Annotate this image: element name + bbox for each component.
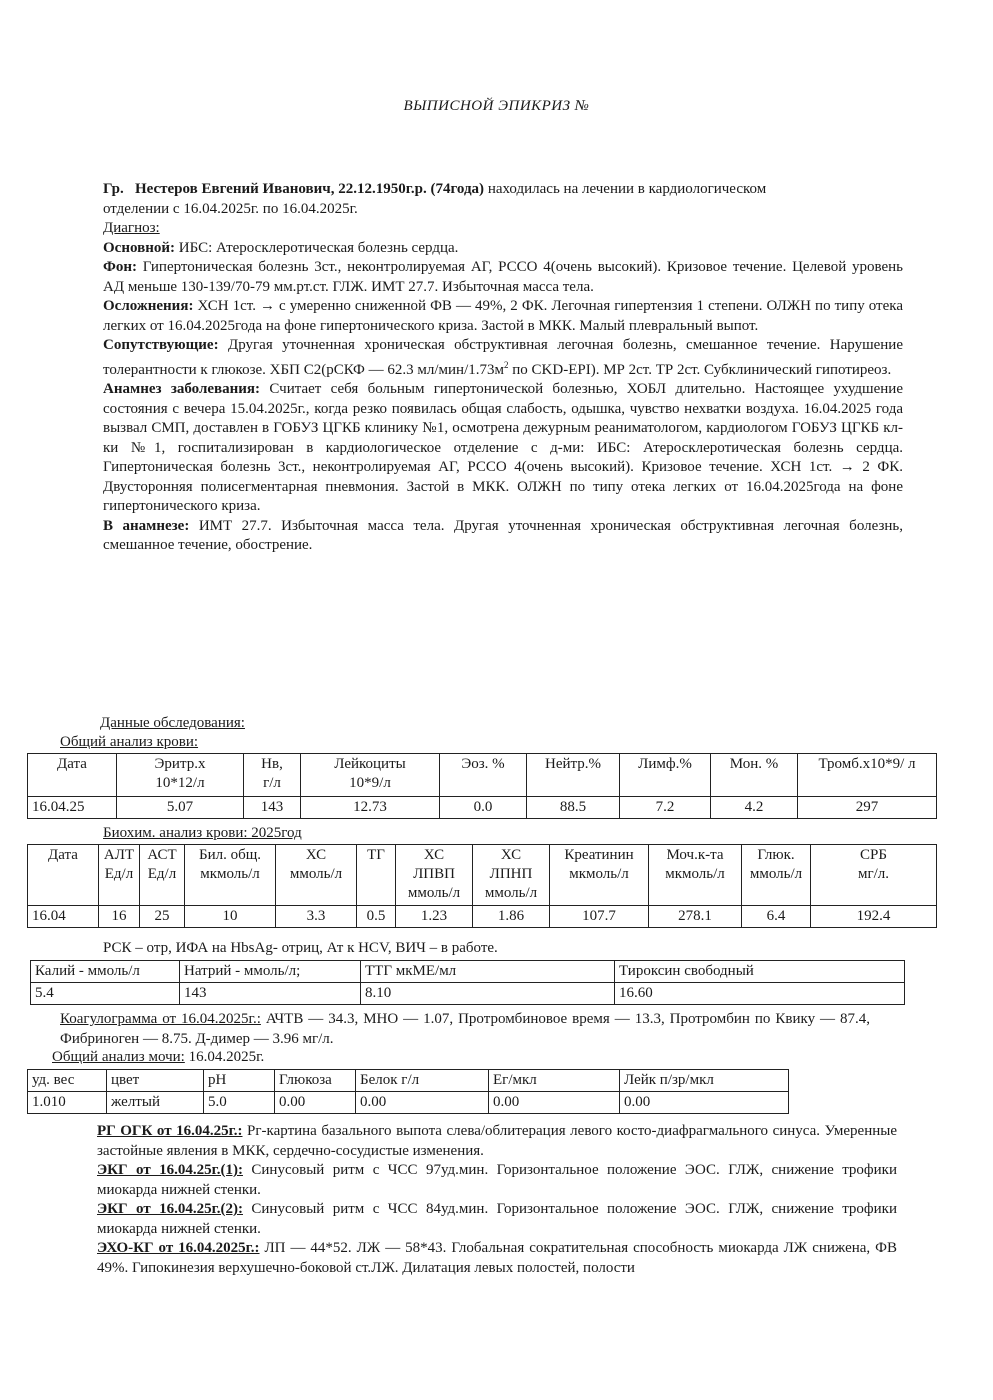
table-header: СРБ мг/л. bbox=[811, 845, 937, 906]
table-header: Моч.к-та мкмоль/л bbox=[649, 845, 742, 906]
diagnosis-complications: Осложнения: ХСН 1ст. → с умеренно сниженной ФВ — 49%, 2 ФК. Легочная гипертензия 1 степени. ОЛЖН по типу отека легких от 16.04.2025года на фоне гипертонического криза. Застой в МКК. Малый плевральный выпот. bbox=[103, 298, 903, 334]
table-header: АЛТ Ед/л bbox=[99, 845, 140, 906]
table-cell: 0.00 bbox=[356, 1092, 489, 1114]
diagnosis-main: Основной: ИБС: Атеросклеротическая болезнь сердца. bbox=[103, 239, 459, 256]
table-header: АСТ Ед/л bbox=[140, 845, 185, 906]
patient-line bbox=[103, 180, 903, 200]
table-cell: 3.3 bbox=[276, 906, 357, 928]
table-header: ТГ bbox=[357, 845, 396, 906]
table-header: Ег/мкл bbox=[489, 1070, 620, 1092]
table-cell: 0.00 bbox=[489, 1092, 620, 1114]
table-cell: 5.0 bbox=[204, 1092, 275, 1114]
table-header: Эоз. % bbox=[440, 754, 527, 797]
table-header: Лейкоциты 10*9/л bbox=[301, 754, 440, 797]
table-cell: 278.1 bbox=[649, 906, 742, 928]
table-header: Лимф.% bbox=[620, 754, 711, 797]
table-header: ТТГ мкМЕ/мл bbox=[361, 961, 615, 983]
table-header: Бил. общ. мкмоль/л bbox=[185, 845, 276, 906]
ecg-result-1: ЭКГ от 16.04.25г.(1): Синусовый ритм с ЧСС 97уд.мин. Горизонтальное положение ЭОС. ГЛЖ, снижение трофики миокарда нижней стенки. bbox=[97, 1162, 897, 1198]
patient-name: Нестеров Евгений Иванович, 22.12.1950г.р. (74года) bbox=[134, 181, 485, 197]
cbc-heading: Общий анализ крови: bbox=[60, 734, 199, 750]
table-header-row bbox=[28, 845, 937, 906]
echo-result: ЭХО-КГ от 16.04.2025г.: ЛП — 44*52. ЛЖ — 58*43. Глобальная сократительная способность миокарда ЛЖ снижена, ФВ 49%. Гипокинезия верхушечно-боковой ст.ЛЖ. Дилатация левых полостей, полости bbox=[97, 1240, 897, 1276]
table-cell: 0.0 bbox=[440, 797, 527, 819]
table-header: Калий - ммоль/л bbox=[31, 961, 180, 983]
table-row bbox=[28, 906, 937, 928]
table-cell: 6.4 bbox=[742, 906, 811, 928]
bio-heading: Биохим. анализ крови: 2025год bbox=[103, 825, 302, 841]
urine-table bbox=[27, 1069, 789, 1114]
coagulogram: Коагулограмма от 16.04.2025г.: АЧТВ — 34.3, МНО — 1.07, Протромбиновое время — 13.3, Протромбин по Квику — 87.4, Фибриноген — 8.75. Д-димер — 3.96 мг/л. bbox=[60, 1011, 870, 1047]
table-header: уд. вес bbox=[28, 1070, 107, 1092]
table-header-row bbox=[28, 1070, 789, 1092]
xray-result: РГ ОГК от 16.04.25г.: Рг-картина базального выпота слева/облитерация левого косто-диафрагмального синуса. Умеренные застойные явления в МКК, сердечно-сосудистые изменения. bbox=[97, 1123, 897, 1159]
ecg-result-2: ЭКГ от 16.04.25г.(2): Синусовый ритм с ЧСС 84уд.мин. Горизонтальное положение ЭОС. ГЛЖ, снижение трофики миокарда нижней стенки. bbox=[97, 1201, 897, 1237]
table-header: Белок г/л bbox=[356, 1070, 489, 1092]
table-header: Дата bbox=[28, 845, 99, 906]
table-header: Дата bbox=[28, 754, 117, 797]
table-cell: желтый bbox=[107, 1092, 204, 1114]
table-header: ХС ЛПВП ммоль/л bbox=[396, 845, 473, 906]
table-row bbox=[28, 1092, 789, 1114]
bio-table bbox=[27, 844, 937, 928]
table-header-row bbox=[31, 961, 905, 983]
anamnesis-morbi: Анамнез заболевания: Считает себя больным гипертонической болезнью, ХОБЛ длительно. Настоящее ухудшение состояния с вечера 15.04.2025г., когда резко появилась общая слабость, одышка, чувство нехватки воздуха. 16.04.2025 года вызвал СМП, доставлен в ГОБУЗ ЦГКБ клинику №1, осмотрена дежурным реаниматологом, кардиологом ГОБУЗ ЦГКБ кл-ки №1, госпитализирован в кардиологическое отделение с д-ми: ИБС: Атеросклеротическая болезнь сердца. Гипертоническая болезнь 3ст., неконтролируемая АГ, РССО 4(очень высокий). Кризовое течение. ХСН 1ст. → 2 ФК. Двусторонняя полисегментарная пневмония. Застой в МКК. ОЛЖН по типу отека легких от 16.04.2025года на фоне гипертонического криза. bbox=[103, 381, 903, 514]
diagnosis-heading: Диагноз: bbox=[103, 220, 160, 236]
table-cell: 192.4 bbox=[811, 906, 937, 928]
table-header: ХС ммоль/л bbox=[276, 845, 357, 906]
table-header: pH bbox=[204, 1070, 275, 1092]
patient-prefix: Гр. bbox=[103, 181, 124, 197]
table-cell: 143 bbox=[244, 797, 301, 819]
table-cell: 297 bbox=[798, 797, 937, 819]
table-cell: 0.5 bbox=[357, 906, 396, 928]
table-cell: 0.00 bbox=[275, 1092, 356, 1114]
table-cell: 1.86 bbox=[473, 906, 550, 928]
table-cell: 10 bbox=[185, 906, 276, 928]
cbc-table bbox=[27, 753, 937, 819]
table-row bbox=[31, 983, 905, 1005]
table-cell: 25 bbox=[140, 906, 185, 928]
table-cell: 16.04.25 bbox=[28, 797, 117, 819]
table-header: Лейк п/зр/мкл bbox=[620, 1070, 789, 1092]
table-cell: 5.4 bbox=[31, 983, 180, 1005]
table-cell: 16.60 bbox=[615, 983, 905, 1005]
anamnesis-history: В анамнезе: ИМТ 27.7. Избыточная масса тела. Другая уточненная хроническая обструктивная легочная болезнь, смешанное течение, обострение. bbox=[103, 517, 903, 553]
table-row bbox=[28, 797, 937, 819]
exam-heading: Данные обследования: bbox=[100, 715, 245, 731]
table-header: Нв, г/л bbox=[244, 754, 301, 797]
table-cell: 4.2 bbox=[711, 797, 798, 819]
table-cell: 16 bbox=[99, 906, 140, 928]
table-cell: 8.10 bbox=[361, 983, 615, 1005]
patient-stay: находилась на лечении в кардиологическом bbox=[484, 181, 767, 197]
table-header: ХС ЛПНП ммоль/л bbox=[473, 845, 550, 906]
table-cell: 5.07 bbox=[117, 797, 244, 819]
table-header: Глюкоза bbox=[275, 1070, 356, 1092]
table-header-row bbox=[28, 754, 937, 797]
table-cell: 143 bbox=[180, 983, 361, 1005]
table-header: Глюк. ммоль/л bbox=[742, 845, 811, 906]
electrolyte-table bbox=[30, 960, 905, 1005]
table-cell: 1.23 bbox=[396, 906, 473, 928]
patient-dates: отделении с 16.04.2025г. по 16.04.2025г. bbox=[103, 200, 358, 217]
table-cell: 12.73 bbox=[301, 797, 440, 819]
diagnosis-background: Фон: Гипертоническая болезнь 3ст., неконтролируемая АГ, РССО 4(очень высокий). Кризовое течение. Целевой уровень АД меньше 130-139/70-79 мм.рт.ст. ГЛЖ. ИМТ 27.7. Избыточная масса тела. bbox=[103, 259, 903, 295]
table-header: цвет bbox=[107, 1070, 204, 1092]
table-cell: 107.7 bbox=[550, 906, 649, 928]
serology-line: РСК – отр, ИФА на HbsAg- отриц, Ат к HCV, ВИЧ – в работе. bbox=[103, 940, 498, 956]
table-header: Мон. % bbox=[711, 754, 798, 797]
table-cell: 1.010 bbox=[28, 1092, 107, 1114]
patient-section bbox=[103, 180, 903, 556]
urine-heading: Общий анализ мочи: 16.04.2025г. bbox=[52, 1049, 265, 1065]
table-header: Эритр.х 10*12/л bbox=[117, 754, 244, 797]
table-cell: 0.00 bbox=[620, 1092, 789, 1114]
table-header: Тироксин свободный bbox=[615, 961, 905, 983]
instrumental-section bbox=[97, 1122, 897, 1278]
document-title: ВЫПИСНОЙ ЭПИКРИЗ № bbox=[403, 98, 590, 114]
table-cell: 7.2 bbox=[620, 797, 711, 819]
table-cell: 16.04 bbox=[28, 906, 99, 928]
table-header: Нейтр.% bbox=[527, 754, 620, 797]
table-header: Креатинин мкмоль/л bbox=[550, 845, 649, 906]
table-header: Натрий - ммоль/л; bbox=[180, 961, 361, 983]
table-header: Тромб.х10*9/ л bbox=[798, 754, 937, 797]
table-cell: 88.5 bbox=[527, 797, 620, 819]
diagnosis-concomitant: Сопутствующие: Другая уточненная хроническая обструктивная легочная болезнь, смешанное течение. Нарушение толерантности к глюкозе. ХБП С2(рСКФ — 62.3 $мл/мин/1.73м^2$ по CKD-EPI). МР 2ст. ТР 2ст. Субклинический гипотиреоз. bbox=[103, 337, 903, 378]
